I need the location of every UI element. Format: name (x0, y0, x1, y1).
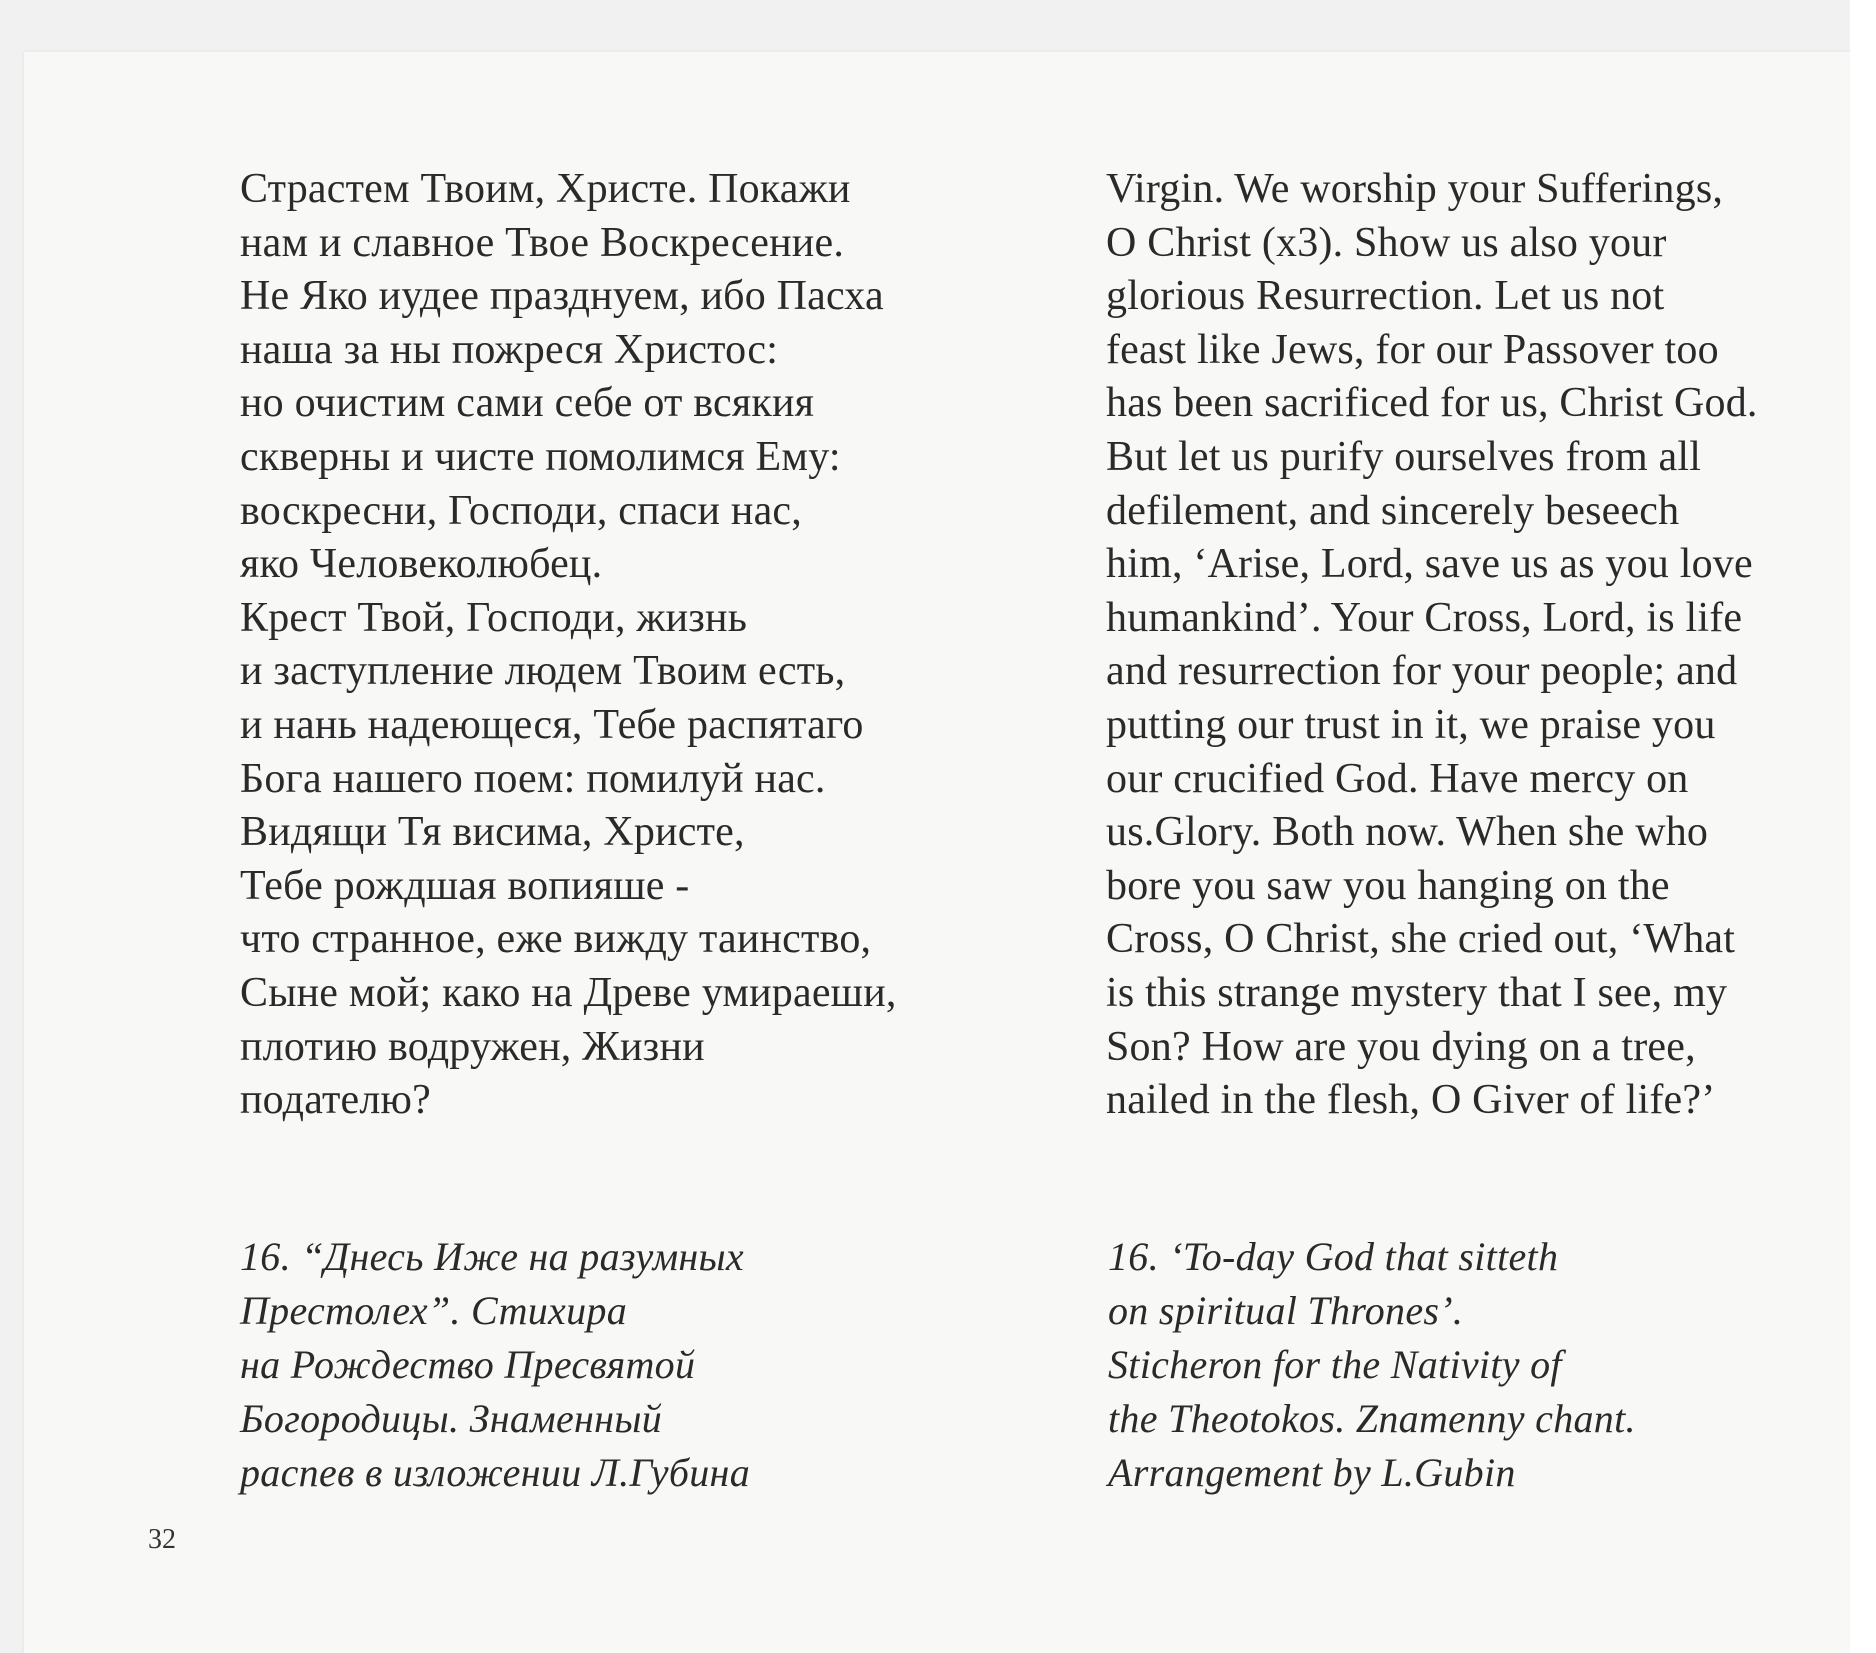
text-line: наша за ны пожреся Христос: (240, 326, 779, 373)
text-line: Страстем Твоим, Христе. Покажи (240, 166, 851, 212)
russian-track-caption (240, 1230, 940, 1500)
text-line: O Christ (x3). Show us also your (1106, 219, 1667, 266)
caption-line: 16. ‘To-day God that sitteth (1108, 1234, 1559, 1279)
caption-line: Sticheron for the Nativity of (1108, 1342, 1562, 1387)
caption-line: на Рождество Пресвятой (240, 1342, 696, 1387)
text-line: Не Яко иудее празднуем, ибо Пасха (240, 273, 884, 320)
text-line: нам и славное Твое Воскресение. (240, 219, 845, 266)
text-line: Сыне мой; како на Древе умираеши, (240, 969, 897, 1016)
text-line: nailed in the flesh, O Giver of life?’ (1106, 1077, 1716, 1124)
text-line: подателю? (240, 1077, 431, 1124)
text-line: us.Glory. Both now. When she who (1106, 809, 1709, 856)
caption-line: Богородицы. Знаменный (240, 1396, 663, 1441)
text-line: has been sacrificed for us, Christ God. (1106, 380, 1758, 427)
text-line: Cross, O Christ, she cried out, ‘What (1106, 916, 1736, 963)
text-line: Видящи Тя висима, Христе, (240, 809, 745, 856)
text-line: Тебе рождшая вопияше - (240, 862, 690, 909)
text-line: him, ‘Arise, Lord, save us as you love (1106, 541, 1753, 588)
english-text-column (1106, 163, 1866, 1128)
text-line: and resurrection for your people; and (1106, 648, 1738, 695)
text-line: воскресни, Господи, спаси нас, (240, 487, 802, 534)
text-line: яко Человеколюбец. (240, 541, 603, 588)
text-line: что странное, еже вижду таинство, (240, 916, 872, 963)
text-line: Бога нашего поем: помилуй нас. (240, 755, 826, 802)
text-line: плотию водружен, Жизни (240, 1023, 705, 1070)
text-line: humankind’. Your Cross, Lord, is life (1106, 594, 1743, 641)
text-line: bore you saw you hanging on the (1106, 862, 1670, 909)
caption-line: 16. “Днесь Иже на разумных (240, 1234, 744, 1279)
text-line: но очистим сами себе от всякия (240, 380, 815, 427)
text-line: glorious Resurrection. Let us not (1106, 273, 1665, 320)
text-line: But let us purify ourselves from all (1106, 433, 1702, 480)
text-line: our crucified God. Have mercy on (1106, 755, 1689, 802)
caption-line: распев в изложении Л.Губина (240, 1450, 750, 1495)
caption-line: Престолех”. Стихира (240, 1288, 628, 1333)
page-number: 32 (148, 1524, 176, 1555)
text-line: и нань надеющеся, Тебе распятаго (240, 701, 864, 748)
english-track-caption (1108, 1230, 1808, 1500)
text-line: Крест Твой, Господи, жизнь (240, 594, 748, 641)
text-line: feast like Jews, for our Passover too (1106, 326, 1719, 373)
text-line: Virgin. We worship your Sufferings, (1106, 166, 1724, 212)
russian-text-column (240, 163, 1000, 1128)
caption-line: the Theotokos. Znamenny chant. (1108, 1396, 1636, 1441)
text-line: putting our trust in it, we praise you (1106, 701, 1716, 748)
text-line: Son? How are you dying on a tree, (1106, 1023, 1696, 1070)
text-line: is this strange mystery that I see, my (1106, 969, 1728, 1016)
text-line: и заступление людем Твоим есть, (240, 648, 846, 695)
caption-line: on spiritual Thrones’. (1108, 1288, 1464, 1333)
text-line: defilement, and sincerely beseech (1106, 487, 1680, 534)
caption-line: Arrangement by L.Gubin (1108, 1450, 1516, 1495)
text-line: скверны и чисте помолимся Ему: (240, 433, 841, 480)
